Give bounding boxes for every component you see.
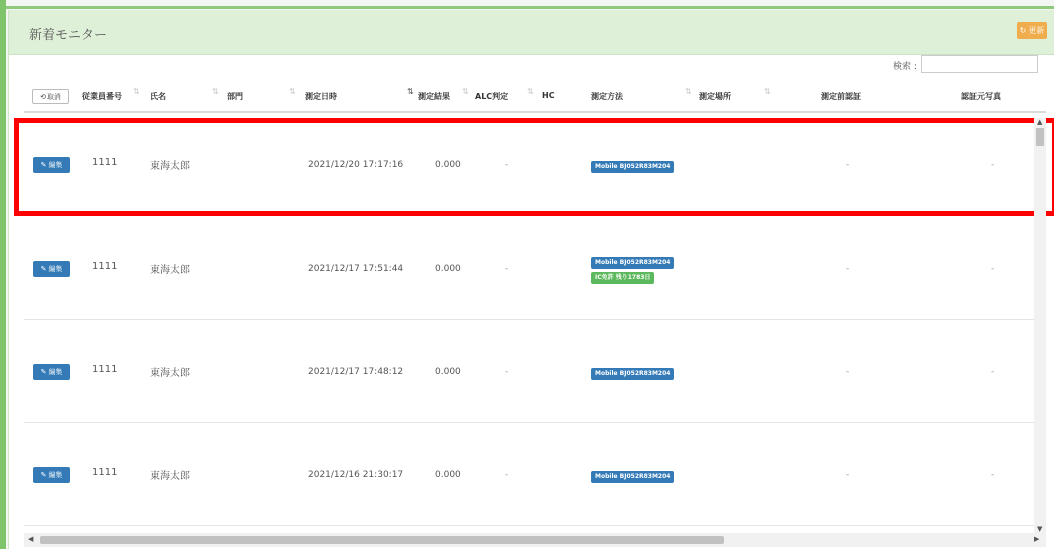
cell-alc: - bbox=[505, 470, 509, 480]
refresh-icon: ↻ bbox=[1019, 26, 1027, 35]
undo-icon: ⟲ bbox=[40, 92, 46, 101]
edit-button[interactable] bbox=[33, 467, 70, 483]
cell-datetime: 2021/12/20 17:17:16 bbox=[308, 160, 404, 170]
panel-header bbox=[9, 10, 1054, 55]
cell-result: 0.000 bbox=[435, 264, 461, 274]
col-location[interactable]: 測定場所 bbox=[699, 92, 731, 101]
cell-result: 0.000 bbox=[435, 470, 461, 480]
highlight-box bbox=[14, 118, 1054, 216]
panel-title: 新着モニター bbox=[29, 28, 108, 43]
cell-name: 東海太郎 bbox=[150, 161, 190, 172]
search-input[interactable] bbox=[921, 55, 1038, 73]
table-row[interactable] bbox=[24, 217, 1034, 320]
cell-result: 0.000 bbox=[435, 160, 461, 170]
sort-icon[interactable]: ⇅ bbox=[764, 87, 771, 96]
cell-datetime: 2021/12/17 17:48:12 bbox=[308, 367, 404, 377]
edit-label: 編集 bbox=[48, 471, 63, 479]
cell-photo: - bbox=[991, 470, 995, 480]
cell-photo: - bbox=[991, 264, 995, 274]
cell-name: 東海太郎 bbox=[150, 368, 190, 379]
cell-alc: - bbox=[505, 264, 509, 274]
horizontal-scroll-thumb[interactable] bbox=[40, 536, 724, 544]
cell-emp-no: 1111 bbox=[92, 364, 118, 375]
cell-pre-auth: - bbox=[846, 160, 850, 170]
sort-icon[interactable]: ⇅ bbox=[462, 87, 469, 96]
edit-label: 編集 bbox=[48, 368, 63, 376]
sort-desc-icon[interactable]: ⇅ bbox=[407, 87, 414, 96]
vertical-scrollbar[interactable] bbox=[1034, 118, 1046, 538]
sort-icon[interactable]: ⇅ bbox=[685, 87, 692, 96]
scroll-right-icon[interactable]: ▶ bbox=[1034, 535, 1040, 543]
cell-result: 0.000 bbox=[435, 367, 461, 377]
edit-button[interactable] bbox=[33, 364, 70, 380]
scroll-up-icon[interactable]: ▲ bbox=[1037, 118, 1043, 126]
top-accent-bar bbox=[0, 6, 1054, 9]
sort-icon[interactable]: ⇅ bbox=[133, 87, 140, 96]
method-badge: Mobile BJ052R83M204 bbox=[591, 161, 674, 173]
cell-alc: - bbox=[505, 367, 509, 377]
method-badge: Mobile BJ052R83M204 bbox=[591, 257, 674, 269]
table-row[interactable] bbox=[24, 423, 1034, 526]
refresh-label: 更新 bbox=[1028, 26, 1045, 35]
scroll-left-icon[interactable]: ◀ bbox=[28, 535, 34, 543]
cell-pre-auth: - bbox=[846, 264, 850, 274]
cell-name: 東海太郎 bbox=[150, 265, 190, 276]
scroll-down-icon[interactable]: ▼ bbox=[1037, 525, 1043, 533]
col-photo[interactable]: 認証元写真 bbox=[961, 92, 1001, 101]
cell-datetime: 2021/12/16 21:30:17 bbox=[308, 470, 404, 480]
method-badge: Mobile BJ052R83M204 bbox=[591, 368, 674, 380]
method-badge: Mobile BJ052R83M204 bbox=[591, 471, 674, 483]
col-method[interactable]: 測定方法 bbox=[591, 92, 623, 101]
vertical-scroll-thumb[interactable] bbox=[1036, 128, 1044, 146]
sort-icon[interactable]: ⇅ bbox=[212, 87, 219, 96]
col-datetime[interactable]: 測定日時 bbox=[305, 92, 337, 101]
refresh-button[interactable] bbox=[1017, 22, 1047, 39]
table-row[interactable] bbox=[24, 320, 1034, 423]
edit-icon: ✎ bbox=[40, 368, 47, 376]
left-accent-bar bbox=[0, 0, 6, 549]
edit-label: 編集 bbox=[48, 265, 63, 273]
cell-emp-no: 1111 bbox=[92, 261, 118, 272]
col-name[interactable]: 氏名 bbox=[150, 92, 166, 101]
cancel-label: 取消 bbox=[46, 92, 61, 101]
sort-icon[interactable]: ⇅ bbox=[289, 87, 296, 96]
sort-icon[interactable]: ⇅ bbox=[527, 87, 534, 96]
cell-alc: - bbox=[505, 160, 509, 170]
col-dept[interactable]: 部門 bbox=[227, 92, 243, 101]
col-hc[interactable]: HC bbox=[542, 91, 555, 100]
col-result[interactable]: 測定結果 bbox=[418, 92, 450, 101]
col-emp-no[interactable]: 従業員番号 bbox=[82, 92, 122, 101]
search-label: 検索 : bbox=[893, 62, 917, 72]
cell-emp-no: 1111 bbox=[92, 467, 118, 478]
col-alc[interactable]: ALC判定 bbox=[475, 92, 509, 101]
cell-datetime: 2021/12/17 17:51:44 bbox=[308, 264, 404, 274]
cancel-button[interactable] bbox=[32, 89, 69, 104]
col-pre-auth[interactable]: 測定前認証 bbox=[821, 92, 861, 101]
edit-button[interactable] bbox=[33, 261, 70, 277]
edit-icon: ✎ bbox=[40, 265, 47, 273]
edit-icon: ✎ bbox=[40, 471, 47, 479]
cell-pre-auth: - bbox=[846, 367, 850, 377]
cell-pre-auth: - bbox=[846, 470, 850, 480]
cell-photo: - bbox=[991, 367, 995, 377]
cell-name: 東海太郎 bbox=[150, 471, 190, 482]
table-header bbox=[24, 81, 1046, 113]
cell-photo: - bbox=[991, 160, 995, 170]
horizontal-scrollbar[interactable] bbox=[24, 533, 1046, 547]
edit-icon: ✎ bbox=[40, 161, 47, 169]
cell-emp-no: 1111 bbox=[92, 157, 118, 168]
edit-label: 編集 bbox=[48, 161, 63, 169]
license-badge: IC免許 残り1783日 bbox=[591, 272, 654, 284]
